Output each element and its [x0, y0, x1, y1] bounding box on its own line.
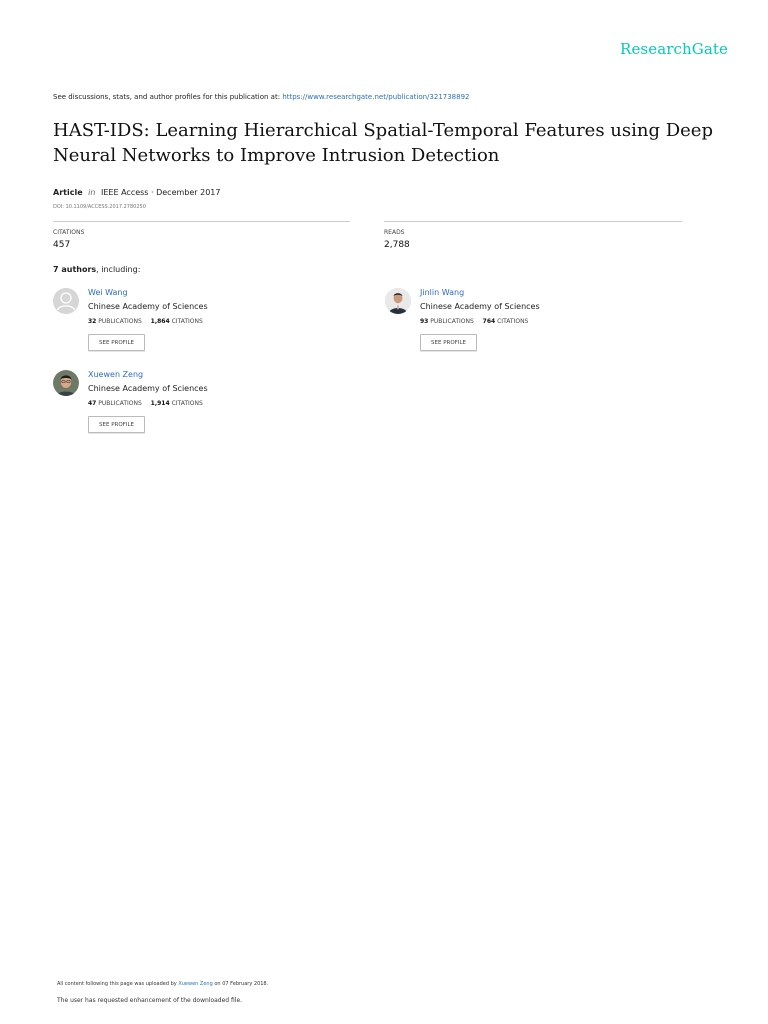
author-publications-label: PUBLICATIONS — [430, 318, 474, 325]
authors-suffix: , including: — [96, 265, 141, 274]
author-name-link[interactable]: Jinlin Wang — [420, 288, 465, 297]
publication-title: HAST-IDS: Learning Hierarchical Spatial-Temporal Features using Deep Neural Networks to Improve Intrusion Detection — [53, 120, 713, 166]
author-citations-label: CITATIONS — [171, 400, 203, 407]
citations-divider — [53, 221, 350, 222]
author-card-xuewen-zeng — [53, 370, 353, 440]
upload-note — [57, 981, 268, 987]
publication-meta — [53, 188, 220, 197]
author-name-link[interactable]: Xuewen Zeng — [88, 370, 144, 379]
author-institution: Chinese Academy of Sciences — [88, 302, 208, 311]
see-profile-button[interactable]: SEE PROFILE — [420, 334, 477, 351]
author-stats — [420, 318, 528, 325]
authors-summary — [53, 265, 140, 274]
author-publications-label: PUBLICATIONS — [98, 318, 142, 325]
author-publications-label: PUBLICATIONS — [98, 400, 142, 407]
publication-type: Article — [53, 188, 83, 197]
see-profile-button[interactable]: SEE PROFILE — [88, 334, 145, 351]
authors-count: 7 authors — [53, 265, 97, 274]
citations-count: 457 — [53, 240, 71, 250]
in-word: in — [88, 188, 96, 197]
avatar-placeholder-icon[interactable] — [53, 288, 79, 314]
author-citations-count: 764 — [482, 318, 496, 325]
author-stats — [88, 318, 203, 325]
publication-doi: DOI: 10.1109/ACCESS.2017.2780250 — [53, 204, 146, 210]
author-citations-count: 1,914 — [150, 400, 170, 407]
author-institution: Chinese Academy of Sciences — [88, 384, 208, 393]
author-publications-count: 32 — [88, 318, 97, 325]
author-citations-label: CITATIONS — [497, 318, 529, 325]
author-institution: Chinese Academy of Sciences — [420, 302, 540, 311]
upload-note-suffix: on 07 February 2018. — [214, 981, 269, 987]
publication-venue: IEEE Access · December 2017 — [101, 188, 221, 197]
reads-label: READS — [384, 229, 405, 236]
author-card-wei-wang — [53, 288, 353, 358]
author-publications-count: 47 — [88, 400, 97, 407]
author-photo-icon[interactable] — [53, 370, 79, 396]
author-card-jinlin-wang — [385, 288, 685, 358]
see-profile-button[interactable]: SEE PROFILE — [88, 416, 145, 433]
upload-note-prefix: All content following this page was uploaded by — [57, 981, 177, 987]
author-stats — [88, 400, 203, 407]
researchgate-logo[interactable]: ResearchGate — [620, 40, 728, 58]
author-publications-count: 93 — [420, 318, 429, 325]
see-line-text: See discussions, stats, and author profiles for this publication at: — [53, 93, 281, 101]
publication-url-link[interactable]: https://www.researchgate.net/publication/321738892 — [282, 93, 470, 101]
citations-label: CITATIONS — [53, 229, 85, 236]
author-name-link[interactable]: Wei Wang — [88, 288, 128, 297]
reads-count: 2,788 — [384, 240, 410, 250]
author-photo-icon[interactable] — [385, 288, 411, 314]
reads-divider — [384, 221, 682, 222]
uploader-link[interactable]: Xuewen Zeng — [178, 981, 213, 987]
enhancement-note: The user has requested enhancement of the downloaded file. — [57, 997, 243, 1004]
profile-discussion-line — [53, 93, 470, 101]
author-citations-label: CITATIONS — [171, 318, 203, 325]
author-citations-count: 1,864 — [150, 318, 170, 325]
